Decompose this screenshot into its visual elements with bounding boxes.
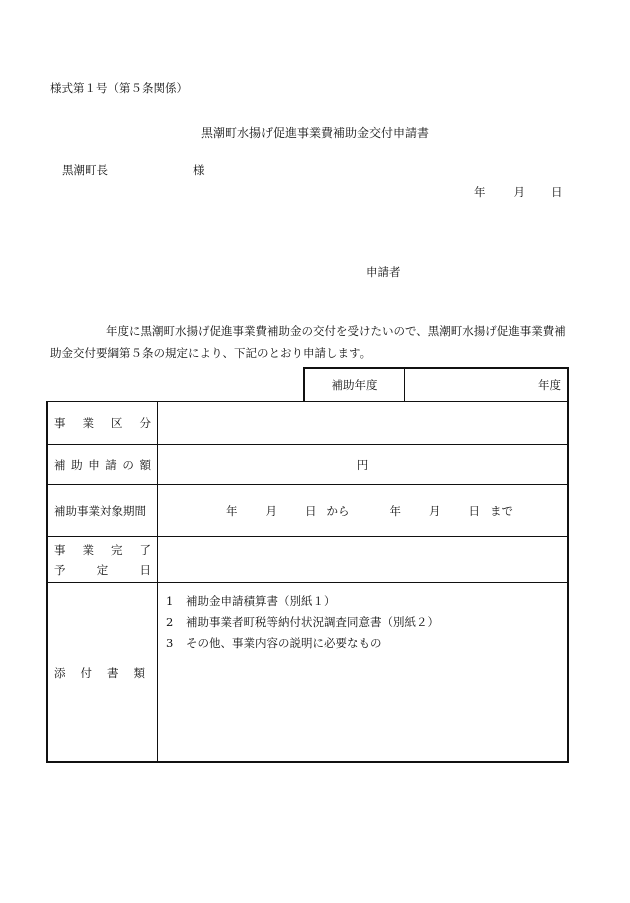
label-completion-1: 事 業 完 了 xyxy=(54,542,151,557)
honorific: 様 xyxy=(193,163,205,177)
row-attachments xyxy=(48,583,567,762)
date-day: 日 xyxy=(551,185,563,199)
amount-unit: 円 xyxy=(356,457,369,472)
row-application-amount xyxy=(48,445,567,485)
list-item: 3 その他、事業内容の説明に必要なもの xyxy=(166,636,382,650)
list-item: 2 補助事業者町税等納付状況調査同意書（別紙２） xyxy=(166,615,439,629)
period-field[interactable]: 年 月 日 から 年 月 日 まで xyxy=(226,503,513,518)
date-year: 年 xyxy=(474,185,486,199)
addressee: 黒潮町長 xyxy=(62,163,108,177)
completion-date-field[interactable] xyxy=(158,537,567,582)
application-table xyxy=(46,401,569,763)
application-amount-field[interactable] xyxy=(158,445,567,484)
date-month: 月 xyxy=(513,185,525,199)
row-completion-date xyxy=(48,537,567,583)
row-period xyxy=(48,485,567,537)
list-item: 1 補助金申請積算書（別紙１） xyxy=(166,594,336,608)
document-title: 黒潮町水揚げ促進事業費補助金交付申請書 xyxy=(200,126,429,140)
attachments-field xyxy=(158,583,567,762)
row-business-category xyxy=(48,402,567,445)
fiscal-year-box xyxy=(303,367,569,402)
date-line xyxy=(474,184,563,200)
label-period: 補助事業対象期間 xyxy=(54,503,146,518)
label-attachments: 添 付 書 類 xyxy=(54,665,145,680)
label-application-amount: 補 助 申 請 の 額 xyxy=(54,457,151,472)
fiscal-year-label: 補助年度 xyxy=(305,369,405,401)
body-line-1: 年度に黒潮町水揚げ促進事業費補助金の交付を受けたいので、黒潮町水揚げ促進事業費補 xyxy=(106,324,566,338)
attachment-list xyxy=(158,583,567,654)
fiscal-year-unit: 年度 xyxy=(538,378,561,392)
form-number: 様式第１号（第５条関係） xyxy=(50,81,188,95)
body-line-2: 助金交付要綱第５条の規定により、下記のとおり申請します。 xyxy=(50,346,372,360)
application-text xyxy=(50,320,590,364)
business-category-field[interactable] xyxy=(158,402,567,444)
label-completion-2: 予 定 日 xyxy=(54,562,151,577)
applicant-label: 申請者 xyxy=(366,265,401,279)
label-business-category: 事 業 区 分 xyxy=(54,416,151,430)
